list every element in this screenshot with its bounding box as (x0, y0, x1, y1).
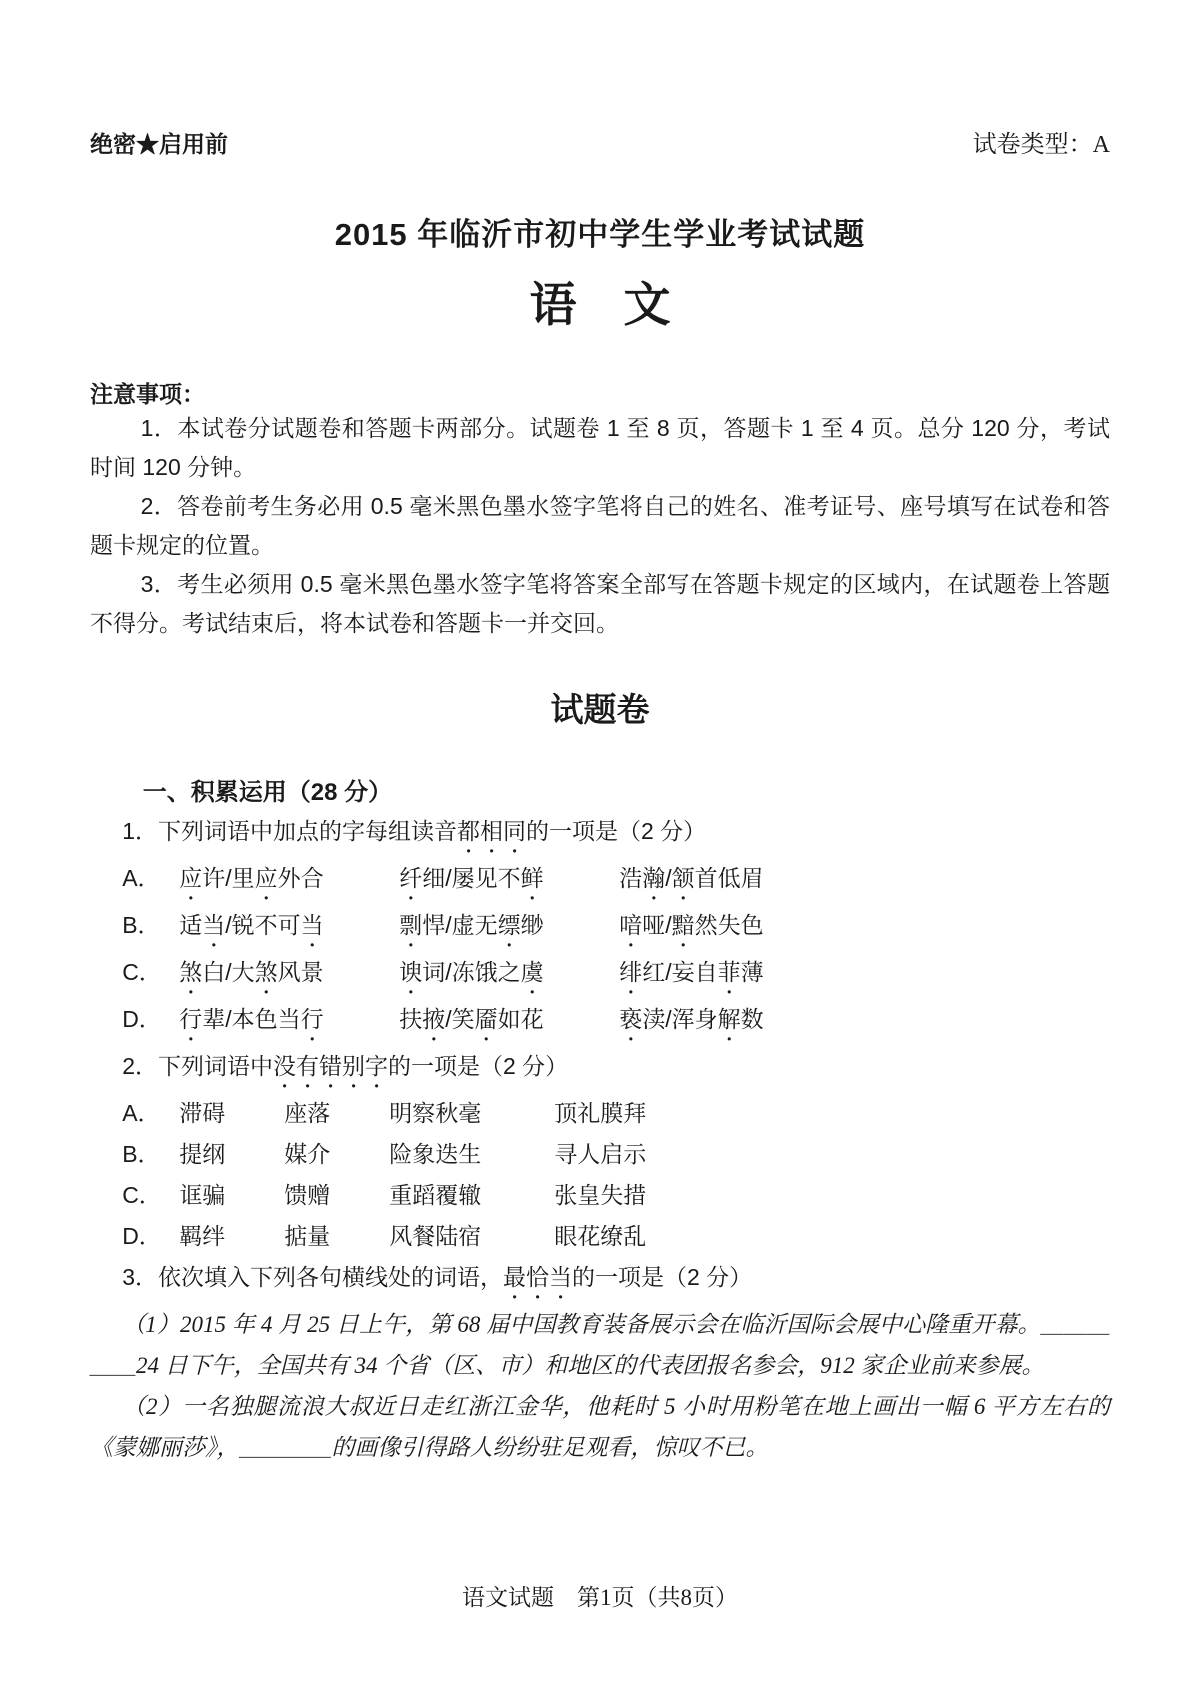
notice-item-2: 2．答卷前考生务必用 0.5 毫米黑色墨水签字笔将自己的姓名、准考证号、座号填写在试卷和答题卡规定的位置。 (90, 493, 1110, 558)
subject-title: 语 文 (529, 280, 671, 332)
q2-option-d (90, 1216, 1110, 1257)
word-pair: 浩瀚/颔首低眉 (619, 865, 764, 891)
q1-option-a (90, 858, 1110, 905)
word-pair: 适当/锐不可当 (179, 912, 324, 938)
q1-option-d (90, 999, 1110, 1046)
security-label: 绝密★启用前 (90, 131, 228, 157)
option-word: 张皇失措 (554, 1182, 647, 1208)
q1-option-b (90, 905, 1110, 952)
option-word: 座落 (284, 1100, 331, 1126)
option-label: C． (122, 959, 162, 985)
paper-type-label: 试卷类型：A (972, 132, 1110, 158)
word-pair: 谀词/冻饿之虞 (399, 959, 544, 985)
q3-sentence-1: （1）2015 年 4 月 25 日上午，第 68 届中国教育装备展示会在临沂国际会展中心隆重开幕。＿＿＿＿＿24 日下午，全国共有 34 个省（区、市）和地区的代表团报名参会，912 家企业前来参展。 (90, 1312, 1110, 1378)
option-word: 顶礼膜拜 (554, 1100, 647, 1126)
word-pair: 纤细/屡见不鲜 (399, 865, 544, 891)
word-pair: 扶掖/笑靥如花 (399, 1006, 544, 1032)
option-word: 媒介 (284, 1141, 331, 1167)
word-pair: 绯红/妄自菲薄 (619, 959, 764, 985)
option-label: B． (122, 912, 161, 938)
notice-item-3: 3．考生必须用 0.5 毫米黑色墨水签字笔将答案全部写在答题卡规定的区域内，在试题卷上答题不得分。考试结束后，将本试卷和答题卡一并交回。 (90, 571, 1110, 636)
q2-option-b (90, 1134, 1110, 1175)
option-label: D． (122, 1006, 162, 1032)
q3-sentence-2: （2）一名独腿流浪大叔近日走红浙江金华，他耗时 5 小时用粉笔在地上画出一幅 6 平方左右的《蒙娜丽莎》，＿＿＿＿的画像引得路人纷纷驻足观看，惊叹不已。 (90, 1394, 1110, 1460)
option-label: A． (122, 865, 161, 891)
option-label: B． (122, 1141, 161, 1167)
word-pair: 亵渎/浑身解数 (619, 1006, 764, 1032)
option-word: 掂量 (284, 1223, 331, 1249)
option-label: D． (122, 1223, 162, 1249)
option-word: 诓骗 (179, 1182, 226, 1208)
section-1-heading: 一、积累运用（28 分） (142, 779, 393, 806)
q1-option-c (90, 952, 1110, 999)
notice-heading: 注意事项： (90, 381, 205, 407)
option-word: 馈赠 (284, 1182, 331, 1208)
option-word: 风餐陆宿 (389, 1223, 482, 1249)
option-word: 滞碍 (179, 1100, 226, 1126)
exam-title: 2015 年临沂市初中学生学业考试试题 (334, 217, 866, 252)
option-label: C． (122, 1182, 162, 1208)
notice-item-1: 1．本试卷分试题卷和答题卡两部分。试题卷 1 至 8 页，答题卡 1 至 4 页。总分 120 分，考试时间 120 分钟。 (90, 415, 1110, 480)
option-word: 眼花缭乱 (554, 1223, 647, 1249)
paper-body-heading: 试题卷 (550, 693, 650, 729)
page-header (90, 124, 1110, 159)
option-word: 重蹈覆辙 (389, 1182, 482, 1208)
word-pair: 行辈/本色当行 (179, 1006, 324, 1032)
question-2-stem: 2．下列词语中没有错别字的一项是（2 分） (122, 1053, 569, 1079)
q2-option-c (90, 1175, 1110, 1216)
option-label: A． (122, 1100, 161, 1126)
q2-option-a (90, 1093, 1110, 1134)
option-word: 提纲 (179, 1141, 226, 1167)
question-3-stem: 3．依次填入下列各句横线处的词语，最恰当的一项是（2 分） (122, 1264, 753, 1290)
option-word: 险象迭生 (389, 1141, 482, 1167)
question-1-stem: 1．下列词语中加点的字每组读音都相同的一项是（2 分） (122, 818, 707, 844)
page-footer: 语文试题 第1页（共8页） (462, 1585, 738, 1610)
word-pair: 喑哑/黯然失色 (619, 912, 764, 938)
option-word: 寻人启示 (554, 1141, 647, 1167)
word-pair: 煞白/大煞风景 (179, 959, 324, 985)
word-pair: 应许/里应外合 (179, 865, 324, 891)
option-word: 羁绊 (179, 1223, 226, 1249)
option-word: 明察秋毫 (389, 1100, 482, 1126)
word-pair: 剽悍/虚无缥缈 (399, 912, 544, 938)
